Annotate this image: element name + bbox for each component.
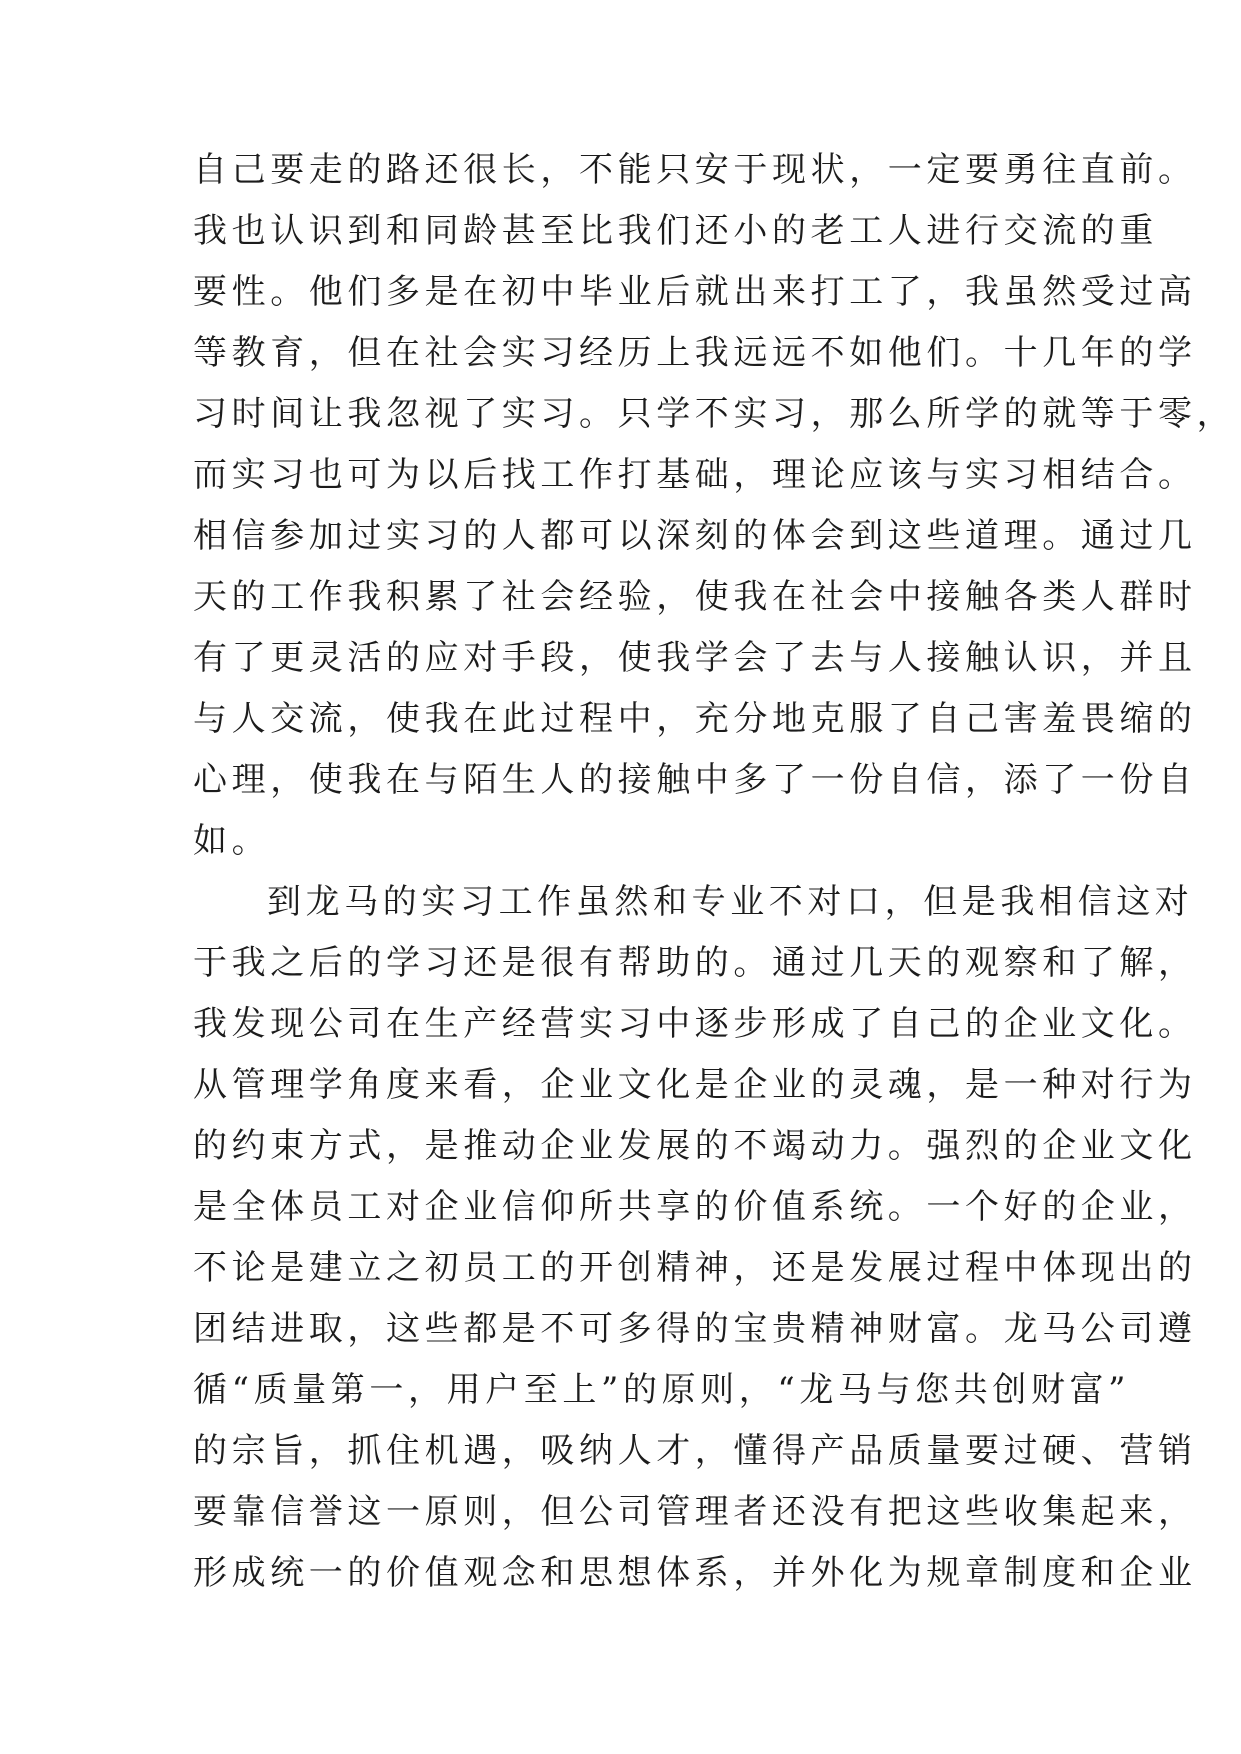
text-line: 是全体员工对企业信仰所共享的价值系统。一个好的企业， bbox=[193, 1187, 1197, 1227]
text-line-first-indented: 到龙马的实习工作虽然和专业不对口，但是我相信这对 bbox=[267, 882, 1194, 922]
text-line: 如。 bbox=[193, 821, 271, 861]
text-line: 有了更灵活的应对手段，使我学会了去与人接触认识，并且 bbox=[193, 638, 1197, 678]
text-line: 循“质量第一，用户至上”的原则，“龙马与您共创财富” bbox=[193, 1370, 1131, 1410]
text-line: 天的工作我积累了社会经验，使我在社会中接触各类人群时 bbox=[193, 577, 1197, 617]
text-line: 相信参加过实习的人都可以深刻的体会到这些道理。通过几 bbox=[193, 516, 1197, 556]
text-line: 不论是建立之初员工的开创精神，还是发展过程中体现出的 bbox=[193, 1248, 1197, 1288]
text-line: 心理，使我在与陌生人的接触中多了一份自信，添了一份自 bbox=[193, 760, 1197, 800]
text-line: 与人交流，使我在此过程中，充分地克服了自己害羞畏缩的 bbox=[193, 699, 1197, 739]
text-line: 于我之后的学习还是很有帮助的。通过几天的观察和了解， bbox=[193, 943, 1197, 983]
text-line: 的约束方式，是推动企业发展的不竭动力。强烈的企业文化 bbox=[193, 1126, 1197, 1166]
paragraph-1 bbox=[193, 140, 1236, 872]
text-line: 自己要走的路还很长，不能只安于现状，一定要勇往直前。 bbox=[193, 150, 1197, 190]
text-line: 从管理学角度来看，企业文化是企业的灵魂，是一种对行为 bbox=[193, 1065, 1197, 1105]
text-line: 的宗旨，抓住机遇，吸纳人才，懂得产品质量要过硬、营销 bbox=[193, 1431, 1197, 1471]
text-line: 要靠信誉这一原则，但公司管理者还没有把这些收集起来， bbox=[193, 1492, 1197, 1532]
text-line: 等教育，但在社会实习经历上我远远不如他们。十几年的学 bbox=[193, 333, 1197, 373]
paragraph-2 bbox=[193, 872, 1197, 1604]
text-line: 团结进取，这些都是不可多得的宝贵精神财富。龙马公司遵 bbox=[193, 1309, 1197, 1349]
text-line: 我也认识到和同龄甚至比我们还小的老工人进行交流的重 bbox=[193, 211, 1158, 251]
text-line: 而实习也可为以后找工作打基础，理论应该与实习相结合。 bbox=[193, 455, 1197, 495]
text-line: 要性。他们多是在初中毕业后就出来打工了，我虽然受过高 bbox=[193, 272, 1197, 312]
text-line: 我发现公司在生产经营实习中逐步形成了自己的企业文化。 bbox=[193, 1004, 1197, 1044]
text-line: 习时间让我忽视了实习。只学不实习，那么所学的就等于零， bbox=[193, 394, 1236, 434]
text-line: 形成统一的价值观念和思想体系，并外化为规章制度和企业 bbox=[193, 1553, 1197, 1593]
